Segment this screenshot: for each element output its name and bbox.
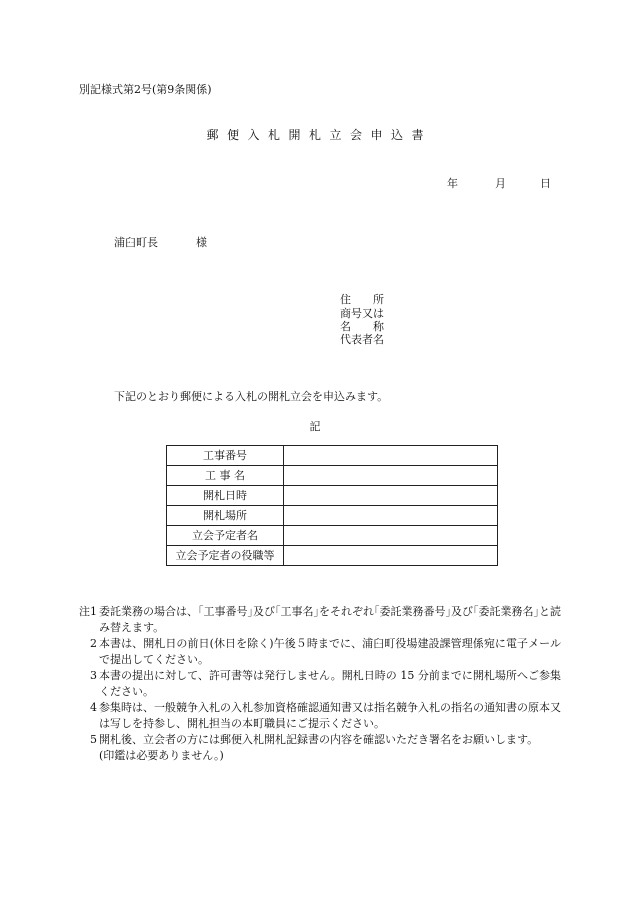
row-label: 開札場所 xyxy=(167,506,284,526)
note-5-subtext: (印鑑は必要ありません。) xyxy=(99,749,224,762)
note-item-1 xyxy=(79,604,561,636)
table-row-work-number xyxy=(167,446,498,466)
note-item-3 xyxy=(79,668,561,700)
notes-section xyxy=(79,604,561,764)
note-number: 2 xyxy=(90,637,97,650)
note-text: 参集時は、一般競争入札の入札参加資格確認通知書又は指名競争入札の指名の通知書の原本又は写しを持参し、開札担当の本町職員にご提示ください。 xyxy=(99,701,561,730)
application-table xyxy=(166,445,498,566)
table-row-opening-place xyxy=(167,506,498,526)
row-value[interactable] xyxy=(284,506,498,526)
note-number: 5 xyxy=(90,733,97,746)
note-number: 注1 xyxy=(79,605,97,618)
row-value[interactable] xyxy=(284,546,498,566)
table-row-attendee-name xyxy=(167,526,498,546)
note-item-4 xyxy=(79,700,561,732)
note-text: 本書の提出に対して、許可書等は発行しません。開札日時の 15 分前までに開札場所へご参集ください。 xyxy=(99,669,561,698)
note-item-5 xyxy=(79,732,561,748)
date-year-label: 年 xyxy=(447,177,458,190)
applicant-address-label: 住 所 xyxy=(340,293,384,306)
applicant-representative-label: 代表者名 xyxy=(340,333,384,346)
date-day-label: 日 xyxy=(540,177,551,190)
applicant-trade-name-label: 商号又は xyxy=(340,307,384,320)
note-text: 本書は、開札日の前日(休日を除く)午後５時までに、浦臼町役場建設課管理係宛に電子メールで提出してください。 xyxy=(99,637,561,666)
row-label: 開札日時 xyxy=(167,486,284,506)
addressee-name: 浦臼町長 xyxy=(114,236,158,249)
row-label: 工 事 名 xyxy=(167,466,284,486)
row-value[interactable] xyxy=(284,446,498,466)
row-value[interactable] xyxy=(284,526,498,546)
table-row-attendee-position xyxy=(167,546,498,566)
addressee-honorific: 様 xyxy=(196,236,207,249)
row-label: 立会予定者の役職等 xyxy=(167,546,284,566)
document-title: 郵便入札開札立会申込書 xyxy=(206,128,432,142)
row-label: 工事番号 xyxy=(167,446,284,466)
note-text: 開札後、立会者の方には郵便入札開札記録書の内容を確認いただき署名をお願いします。 xyxy=(99,733,539,746)
ki-heading: 記 xyxy=(309,420,321,433)
form-number: 別記様式第2号(第9条関係) xyxy=(79,83,212,96)
row-value[interactable] xyxy=(284,466,498,486)
note-number: 3 xyxy=(90,669,97,682)
request-statement: 下記のとおり郵便による入札の開札立会を申込みます。 xyxy=(114,390,389,403)
row-value[interactable] xyxy=(284,486,498,506)
note-item-2 xyxy=(79,636,561,668)
table-row-work-name xyxy=(167,466,498,486)
note-number: 4 xyxy=(90,701,97,714)
table-row-opening-datetime xyxy=(167,486,498,506)
note-text: 委託業務の場合は、｢工事番号｣及び｢工事名｣をそれぞれ｢委託業務番号｣及び｢委託業務名｣と読み替えます。 xyxy=(99,605,561,634)
row-label: 立会予定者名 xyxy=(167,526,284,546)
date-month-label: 月 xyxy=(495,177,506,190)
applicant-name-label: 名 称 xyxy=(340,320,384,333)
